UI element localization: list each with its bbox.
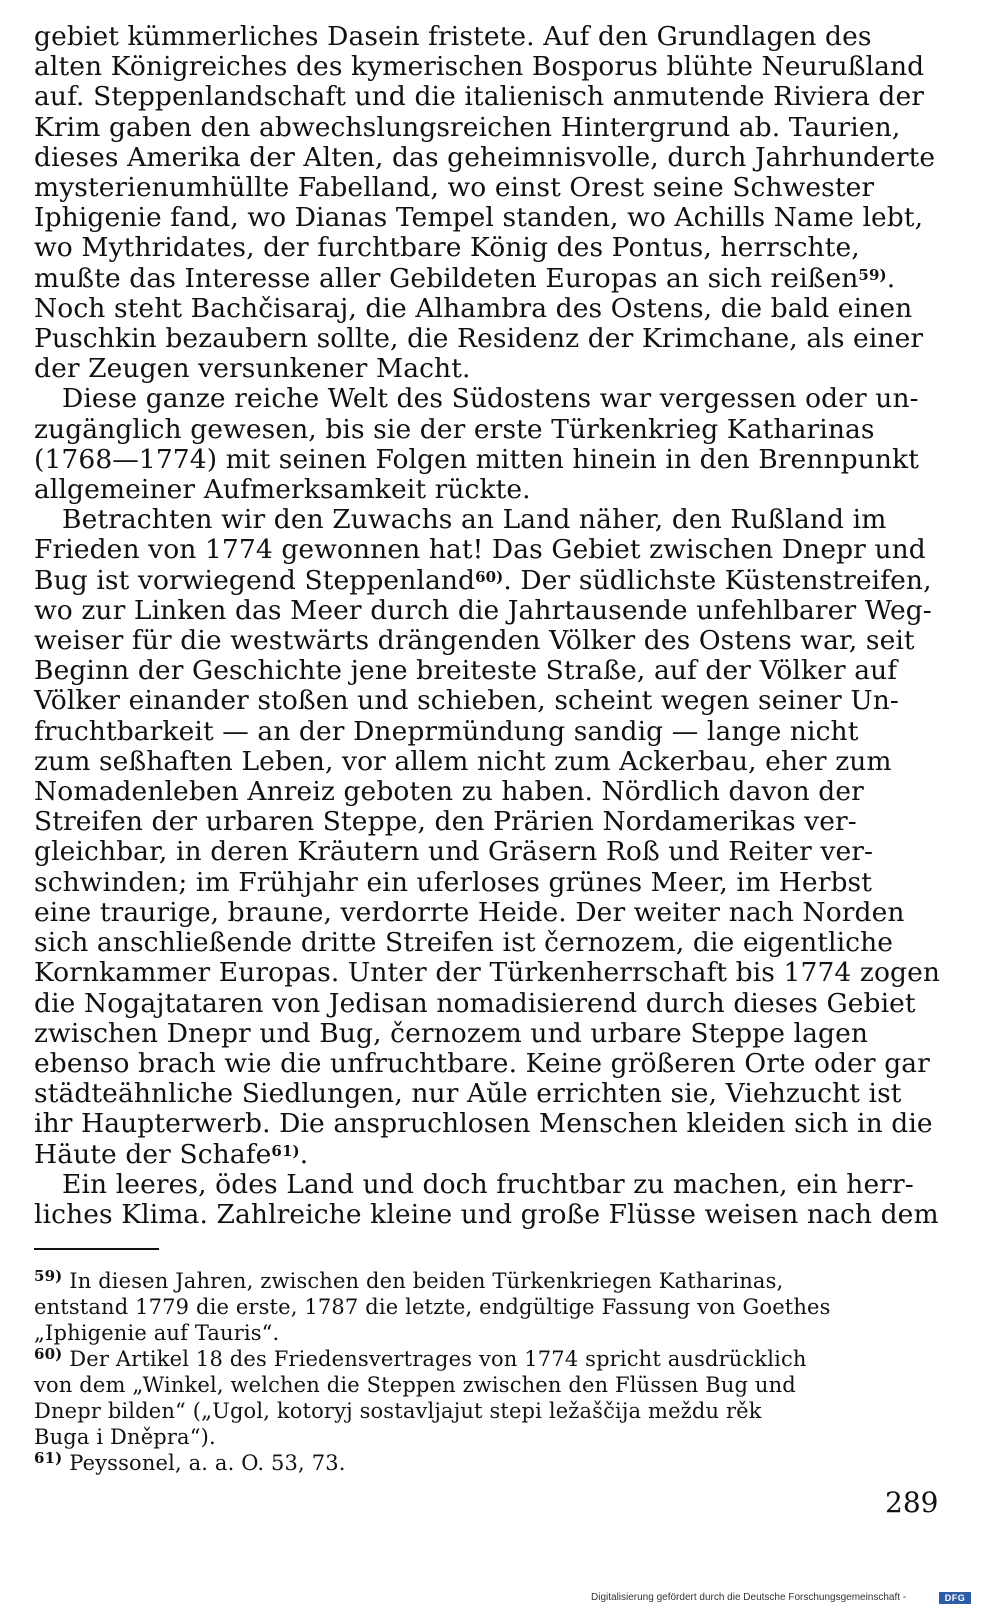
- text-line: Puschkin bezaubern sollte, die Residenz der Krimchane, als einer: [34, 323, 924, 355]
- footnote-line: [34, 1268, 932, 1294]
- text-line: zugänglich gewesen, bis sie der erste Türkenkrieg Katharinas: [34, 413, 875, 445]
- footnote-61: [34, 1450, 932, 1476]
- text-line: Völker einander stoßen und schieben, scheint wegen seiner Un-: [34, 685, 899, 717]
- footnote-line: [34, 1450, 932, 1476]
- text-line: Nomadenleben Anreiz geboten zu haben. Nördlich davon der: [34, 776, 864, 808]
- text-segment: mußte das Interesse aller Gebildeten Europas an sich reißen: [34, 262, 859, 294]
- text-segment: Bug ist vorwiegend Steppenland: [34, 564, 476, 596]
- footnote-marker: 61): [34, 1449, 63, 1467]
- text-line: (1768—1774) mit seinen Folgen mitten hinein in den Brennpunkt: [34, 443, 919, 475]
- text-line: liches Klima. Zahlreiche kleine und große Flüsse weisen nach dem: [34, 1198, 939, 1230]
- paragraph-1: [34, 21, 936, 385]
- text-line: Betrachten wir den Zuwachs an Land näher, den Rußland im: [62, 504, 887, 536]
- text-line: wo zur Linken das Meer durch die Jahrtausende unfehlbarer Weg-: [34, 594, 932, 626]
- text-line: Diese ganze reiche Welt des Südostens war vergessen oder un-: [62, 383, 919, 415]
- footnote-line: Buga i Dněpra“).: [34, 1425, 216, 1449]
- text-line: sich anschließende dritte Streifen ist černozem, die eigentliche: [34, 927, 894, 959]
- text-line: Streifen der urbaren Steppe, den Prärien Nordamerikas ver-: [34, 806, 857, 838]
- paragraph-4: [34, 1168, 939, 1230]
- footnote-line: entstand 1779 die erste, 1787 die letzte, endgültige Fassung von Goethes: [34, 1295, 831, 1319]
- text-line: gebiet kümmerliches Dasein fristete. Auf den Grundlagen des: [34, 21, 872, 52]
- text-line: mysterienumhüllte Fabelland, wo einst Orest seine Schwester: [34, 172, 875, 204]
- footnote-text: Der Artikel 18 des Friedensvertrages von 1774 spricht ausdrücklich: [69, 1347, 807, 1371]
- text-line: die Nogajtataren von Jedisan nomadisierend durch dieses Gebiet: [34, 987, 916, 1019]
- text-line: [34, 566, 932, 596]
- text-segment: . Der südlichste Küstenstreifen,: [503, 564, 932, 596]
- footnote-reference: 61): [271, 1141, 300, 1160]
- text-line: Ein leeres, ödes Land und doch fruchtbar zu machen, ein herr-: [62, 1168, 914, 1200]
- footnote-60: [34, 1346, 932, 1450]
- footnote-line: „Iphigenie auf Tauris“.: [34, 1321, 280, 1345]
- text-line: wo Mythridates, der furchtbare König des Pontus, herrschte,: [34, 232, 860, 264]
- footnotes: [34, 1268, 932, 1476]
- text-line: Kornkammer Europas. Unter der Türkenherrschaft bis 1774 zogen: [34, 957, 941, 989]
- text-line: eine traurige, braune, verdorrte Heide. Der weiter nach Norden: [34, 896, 905, 928]
- footnote-marker: 59): [34, 1267, 63, 1285]
- footnote-59: [34, 1268, 932, 1346]
- paragraph-3: [34, 504, 941, 1170]
- footnote-text: In diesen Jahren, zwischen den beiden Türkenkriegen Katharinas,: [69, 1269, 784, 1293]
- text-line: zwischen Dnepr und Bug, černozem und urbare Steppe lagen: [34, 1017, 869, 1049]
- footnote-marker: 60): [34, 1345, 63, 1363]
- text-segment: .: [886, 262, 896, 294]
- digitization-notice: Digitalisierung gefördert durch die Deutsche Forschungsgemeinschaft -: [591, 1592, 907, 1603]
- text-line: städteähnliche Siedlungen, nur Aŭle errichten sie, Viehzucht ist: [34, 1078, 902, 1110]
- paragraph-2: [34, 384, 932, 505]
- text-line: weiser für die westwärts drängenden Völker des Ostens war, seit: [34, 625, 915, 657]
- text-line: [34, 264, 932, 294]
- footnote-divider: [34, 1248, 159, 1250]
- text-line: Beginn der Geschichte jene breiteste Straße, auf der Völker auf: [34, 655, 898, 687]
- page-number: 289: [885, 1486, 939, 1519]
- text-line: alten Königreiches des kymerischen Bosporus blühte Neurußland: [34, 51, 925, 83]
- text-segment: Häute der Schafe: [34, 1138, 272, 1170]
- footnote-text: Peyssonel, a. a. O. 53, 73.: [69, 1451, 346, 1475]
- text-line: ihr Haupterwerb. Die anspruchlosen Menschen kleiden sich in die: [34, 1108, 933, 1140]
- text-segment: .: [299, 1138, 309, 1170]
- footnote-line: von dem „Winkel, welchen die Steppen zwischen den Flüssen Bug und: [34, 1373, 796, 1397]
- footnote-line: [34, 1346, 932, 1372]
- text-line: Iphigenie fand, wo Dianas Tempel standen, wo Achills Name lebt,: [34, 202, 924, 234]
- text-line: auf. Steppenlandschaft und die italienisch anmutende Riviera der: [34, 81, 925, 113]
- footnote-line: Dnepr bilden“ („Ugol, kotoryj sostavljajut stepi ležaščija meždu rěk: [34, 1399, 762, 1423]
- text-line: Noch steht Bachčisaraj, die Alhambra des Ostens, die bald einen: [34, 292, 913, 324]
- dfg-logo: DFG: [939, 1592, 971, 1604]
- footnote-reference: 60): [475, 567, 504, 586]
- text-line: ebenso brach wie die unfruchtbare. Keine größeren Orte oder gar: [34, 1047, 930, 1079]
- text-line: zum seßhaften Leben, vor allem nicht zum Ackerbau, eher zum: [34, 745, 892, 777]
- text-line: gleichbar, in deren Kräutern und Gräsern Roß und Reiter ver-: [34, 836, 874, 868]
- text-line: Krim gaben den abwechslungsreichen Hintergrund ab. Taurien,: [34, 111, 901, 143]
- text-line: [34, 1140, 932, 1170]
- footnote-reference: 59): [858, 265, 887, 284]
- page-body: [34, 21, 941, 1230]
- text-line: fruchtbarkeit — an der Dneprmündung sandig — lange nicht: [34, 715, 859, 747]
- text-line: dieses Amerika der Alten, das geheimnisvolle, durch Jahrhunderte: [34, 141, 936, 173]
- text-line: schwinden; im Frühjahr ein uferloses grünes Meer, im Herbst: [34, 866, 872, 898]
- text-line: Frieden von 1774 gewonnen hat! Das Gebiet zwischen Dnepr und: [34, 534, 926, 566]
- text-line: der Zeugen versunkener Macht.: [34, 353, 471, 385]
- text-line: allgemeiner Aufmerksamkeit rückte.: [34, 474, 531, 506]
